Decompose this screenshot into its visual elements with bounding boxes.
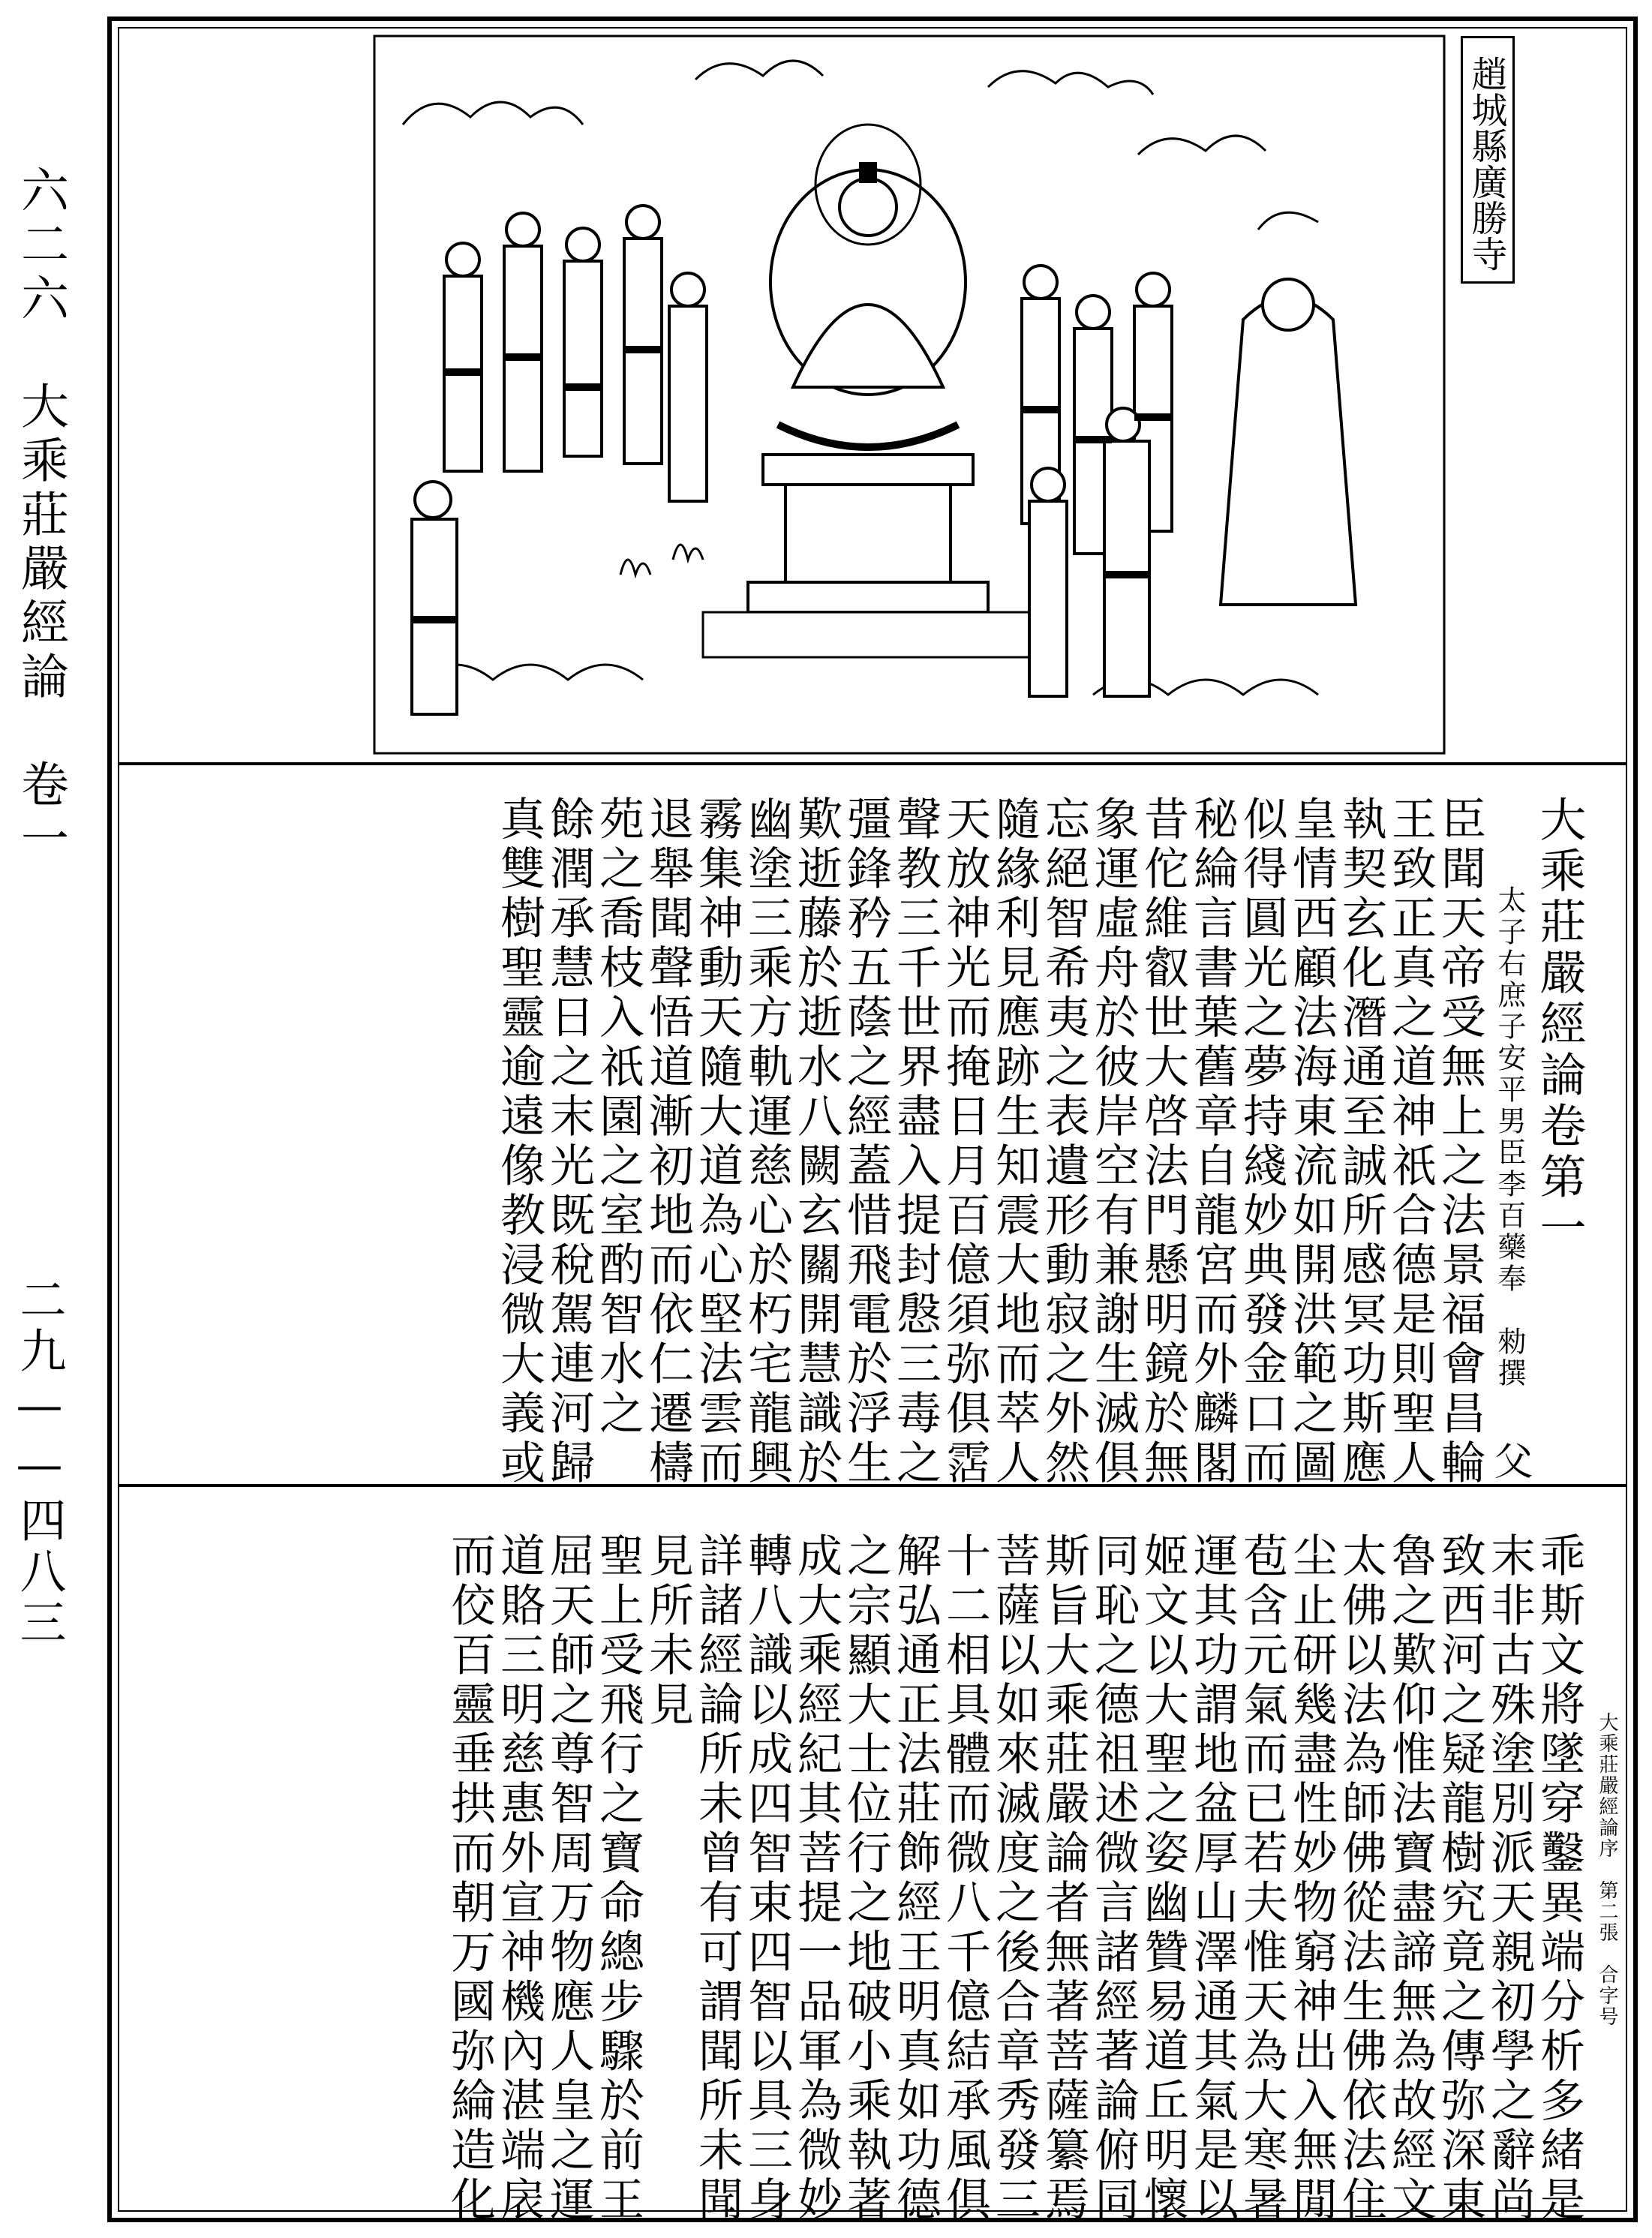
preface-line: 歎逝藤於逝水八闕玄關開慧識於 [790,795,843,1488]
continuation-line: 道賂三明慈惠外宣神機內湛端扆 [493,1532,545,2225]
margin-title: 六二六 大乘莊嚴經論 卷一 [13,165,68,867]
preface-panel [118,765,1627,1487]
preface-line: 忘絕智希夷之表遺形動寂之外然 [1038,795,1090,1488]
continuation-panel [118,1487,1627,2225]
byline-text: 太子右庶子安平男臣李百藥奉 勑撰 [1493,885,1526,1389]
preface-line: 昔佗維叡世大啓法門懸明鏡於無 [1137,795,1189,1488]
continuation-line: 苞含元氣而已若夫惟天為大寒暑 [1236,1532,1288,2225]
block-header-note: 大乘莊嚴經論序 第二張 合字号 [1596,1712,1618,2027]
continuation-line: 尘止研幾盡性妙物窮神出入無閒 [1285,1532,1338,2225]
preface-line: 隨緣利見應跡生知震大地而萃人 [988,795,1041,1488]
preface-line: 執契玄化潛通至誠所感冥功斯應 [1335,795,1387,1488]
preface-line: 苑之喬枝入祇園之室酌智水之 [592,795,644,1439]
page-frame [107,17,1638,2225]
preface-line: 似得圓光之夢持綫妙典發金口而 [1236,795,1288,1488]
continuation-line: 姬文以大聖之姿幽贊易道丘明懷 [1137,1532,1189,2225]
continuation-line: 乖斯文將墜穿鑿異端分析多緒是 [1533,1532,1585,2225]
preface-line: 霧集神動天隨大道為心堅法雲而 [691,795,743,1488]
continuation-line: 末非古殊塗別派天親初學之辭尚 [1483,1532,1536,2225]
continuation-line: 同恥之德祖述微言諸經著論俯同 [1087,1532,1140,2225]
preface-line: 象運虛舟於彼岸空有兼謝生滅俱 [1087,795,1140,1488]
preface-line: 聲教三千世界盡入提封慇三毒之 [889,795,942,1488]
preface-line: 真雙樹聖靈逾遠像教浸微大義或 [493,795,545,1488]
continuation-line: 屈天師之尊智周万物應人皇之運 [542,1532,595,2225]
preface-line: 天放神光而掩日月百億須弥俱霑 [939,795,991,1488]
preface-byline [1485,795,1534,1482]
left-margin [0,0,105,2238]
preface-line: 秘綸言書葉舊章自龍宮而外麟閣 [1186,795,1239,1488]
preface-line: 幽塗三乘方軌運慈心於朽宅龍興 [740,795,793,1488]
continuation-line: 之宗顯大士位行之地破小乘執著 [840,1532,892,2225]
continuation-line: 斯旨大乘莊嚴論者無著菩薩纂焉 [1038,1532,1090,2225]
temple-label: 趙城縣廣勝寺 [1461,36,1515,284]
continuation-line: 詳諸經論所未曾有可謂聞所未聞 [691,1532,743,2225]
margin-page-numbers: 二九——四八三 [12,1275,67,1649]
continuation-line: 解弘通正法莊飾經王明真如功德 [889,1532,942,2225]
preface-line: 王致正真之道神祇合德是則聖人 [1384,795,1437,1488]
continuation-line: 運其功謂地盆厚山澤通其氣是以 [1186,1532,1239,2225]
preface-line: 退舉聞聲悟道漸初地而依仁遷檮 [641,795,694,1488]
continuation-line: 致西河之疑龍樹究竟之傳弥深東 [1434,1532,1486,2225]
continuation-line: 見所未見 [641,1532,694,1730]
preface-line: 臣聞天帝受無上之法景福會昌輪 [1434,795,1486,1488]
preface-line: 彊鋒矜五蔭之經蓋惜飛電於浮生 [840,795,892,1488]
preface-line: 皇情西顧法海東流如開洪範之圖 [1285,795,1338,1488]
byline-mark: 父 [1487,1440,1532,1482]
continuation-line: 而佼百靈垂拱而朝万國弥綸造化 [443,1532,496,2225]
continuation-line: 魯之歎仰惟法寶盡諦無為故經文 [1384,1532,1437,2225]
continuation-line: 聖上受飛行之寶命總步驟於前王 [592,1532,644,2225]
continuation-line: 轉八識以成四智束四智以具三身 [740,1532,793,2225]
continuation-line: 十二相具體而微八千億結承風俱 [939,1532,991,2225]
illustration-panel [118,27,1627,765]
preface-title: 大乘莊嚴經論卷第一 [1532,795,1587,1254]
continuation-text [323,1532,1585,2225]
woodblock-illustration [373,35,1446,755]
continuation-line: 成大乘經紀其菩提一品軍為微妙 [790,1532,843,2225]
continuation-line: 太佛以法為師佛從法生佛依法住 [1335,1532,1387,2225]
preface-text [323,795,1587,1488]
preface-line: 餘潤承慧日之末光既稅駕連河歸 [542,795,595,1488]
continuation-line: 菩薩以如來滅度之後合章秀發三 [988,1532,1041,2225]
